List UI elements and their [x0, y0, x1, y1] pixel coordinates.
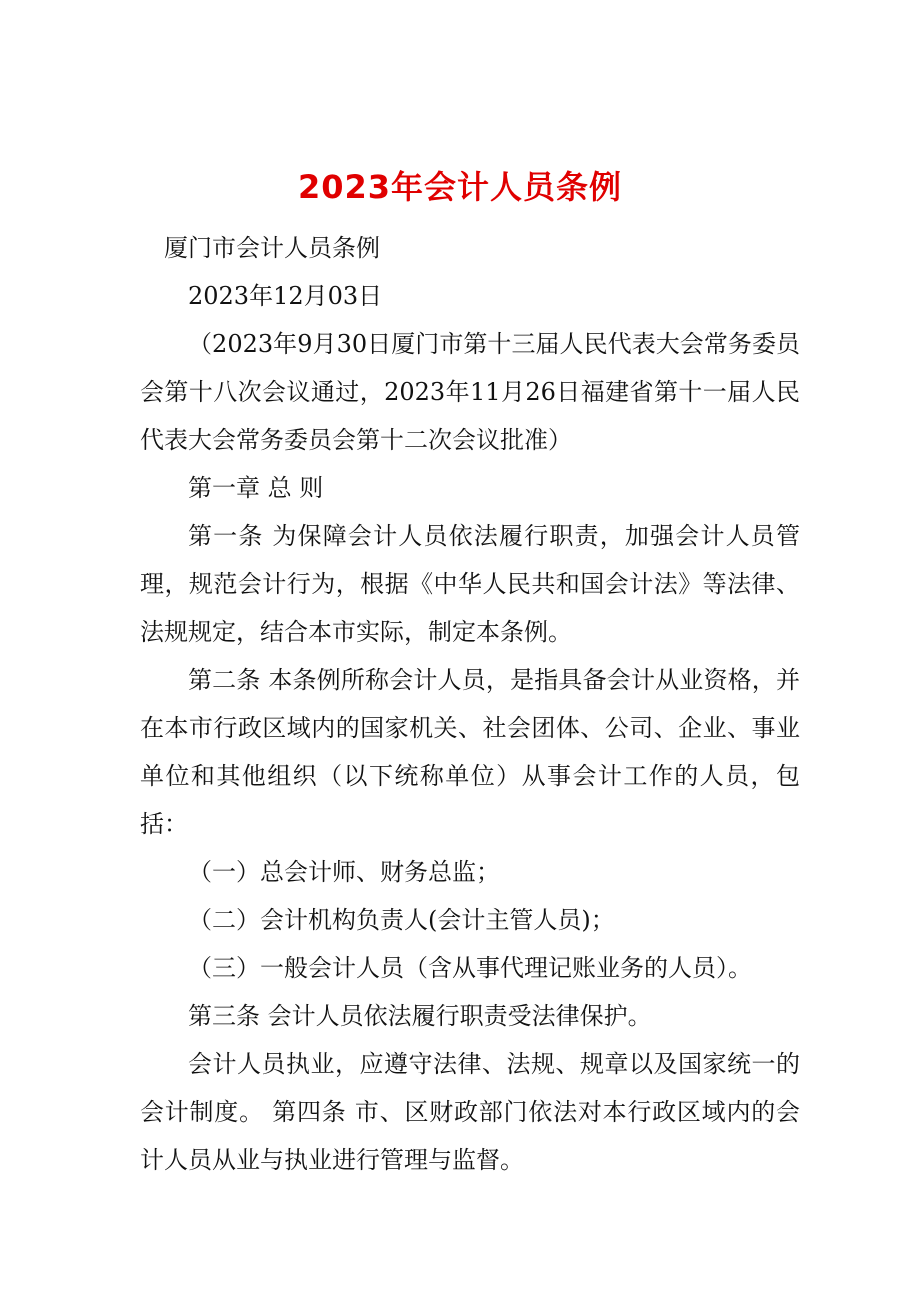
list-item-3: （三）一般会计人员（含从事代理记账业务的人员）。	[188, 954, 752, 982]
approval-note: （2023年9月30日厦门市第十三届人民代表大会常务委员会第十八次会议通过，2023年11月26日福建省第十一届人民代表大会常务委员会第十二次会议批准）	[140, 330, 800, 454]
document-body	[140, 224, 800, 1184]
chapter-heading: 第一章 总 则	[188, 474, 324, 502]
publish-date: 2023年12月03日	[188, 282, 383, 310]
article-1: 第一条 为保障会计人员依法履行职责，加强会计人员管理，规范会计行为，根据《中华人民共和国会计法》等法律、法规规定，结合本市实际，制定本条例。	[140, 522, 800, 646]
regulation-name: 厦门市会计人员条例	[164, 234, 380, 262]
document-title: 2023年会计人员条例	[297, 168, 623, 207]
list-item-2: （二）会计机构负责人(会计主管人员)；	[188, 906, 615, 934]
article-3: 第三条 会计人员依法履行职责受法律保护。	[188, 1002, 652, 1030]
list-item-1: （一）总会计师、财务总监；	[188, 858, 500, 886]
article-3-continued: 会计人员执业，应遵守法律、法规、规章以及国家统一的会计制度。 第四条 市、区财政部门依法对本行政区域内的会计人员从业与执业进行管理与监督。	[140, 1050, 800, 1174]
article-2: 第二条 本条例所称会计人员，是指具备会计从业资格，并在本市行政区域内的国家机关、社会团体、公司、企业、事业单位和其他组织（以下统称单位）从事会计工作的人员，包括：	[140, 666, 800, 838]
